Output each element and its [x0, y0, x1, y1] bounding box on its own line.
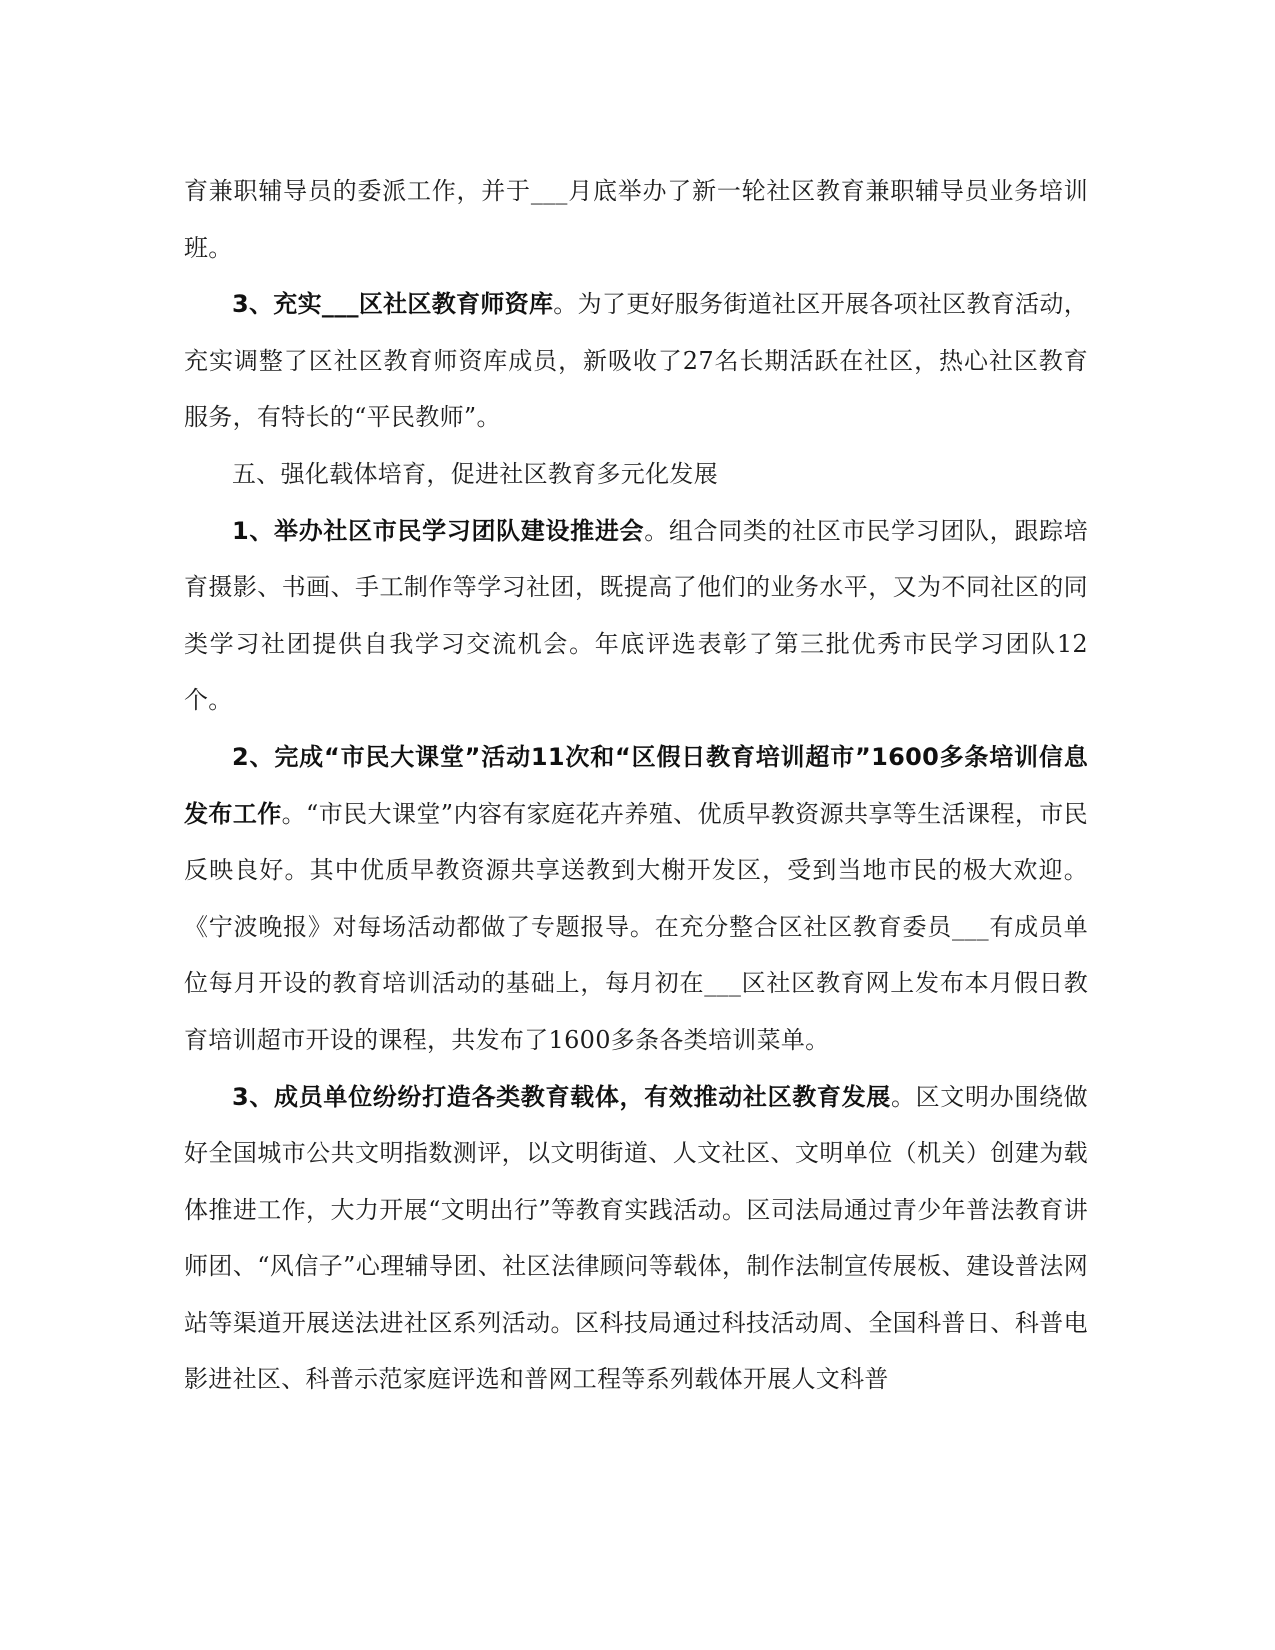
paragraph-lead: 3、充实___区社区教育师资库: [232, 290, 554, 319]
document-body: [184, 163, 1088, 1408]
section-heading: [184, 446, 1088, 503]
paragraph-lead: 3、成员单位纷纷打造各类教育载体，有效推动社区教育发展: [232, 1082, 891, 1111]
section-heading-text: 五、强化载体培育，促进社区教育多元化发展: [232, 459, 718, 488]
paragraph-teacher-pool: [184, 276, 1088, 446]
paragraph-continuation: [184, 163, 1088, 276]
paragraph-text: 。为了更好服务街道社区开展各项社区教育活动，充实调整了区社区教育师资库成员，新吸收了27名长期活跃在社区，热心社区教育服务，有特长的“平民教师”。: [184, 290, 1088, 432]
paragraph-text: 。区文明办围绕做好全国城市公共文明指数测评，以文明街道、人文社区、文明单位（机关）创建为载体推进工作，大力开展“文明出行”等教育实践活动。区司法局通过青少年普法教育讲师团、“风信子”心理辅导团、社区法律顾问等载体，制作法制宣传展板、建设普法网站等渠道开展送法进社区系列活动。区科技局通过科技活动周、全国科普日、科普电影进社区、科普示范家庭评选和普网工程等系列载体开展人文科普: [184, 1082, 1088, 1394]
paragraph-public-lectures: [184, 729, 1088, 1069]
paragraph-text: 。“市民大课堂”内容有家庭花卉养殖、优质早教资源共享等生活课程，市民反映良好。其中优质早教资源共享送教到大榭开发区，受到当地市民的极大欢迎。《宁波晚报》对每场活动都做了专题报导。在充分整合区社区教育委员___有成员单位每月开设的教育培训活动的基础上，每月初在___区社区教育网上发布本月假日教育培训超市开设的课程，共发布了1600多条各类培训菜单。: [184, 799, 1088, 1054]
paragraph-lead: 1、举办社区市民学习团队建设推进会: [232, 516, 645, 545]
paragraph-member-units: [184, 1069, 1088, 1409]
paragraph-text: 。组合同类的社区市民学习团队，跟踪培育摄影、书画、手工制作等学习社团，既提高了他们的业务水平，又为不同社区的同类学习社团提供自我学习交流机会。年底评选表彰了第三批优秀市民学习团队12个。: [184, 516, 1088, 715]
paragraph-lead: 2、完成“市民大课堂”活动11次和“区假日教育培训超市”1600多条培训信息发布工作: [184, 742, 1088, 828]
paragraph-learning-teams: [184, 503, 1088, 729]
paragraph-text: 育兼职辅导员的委派工作，并于___月底举办了新一轮社区教育兼职辅导员业务培训班。: [184, 177, 1088, 262]
